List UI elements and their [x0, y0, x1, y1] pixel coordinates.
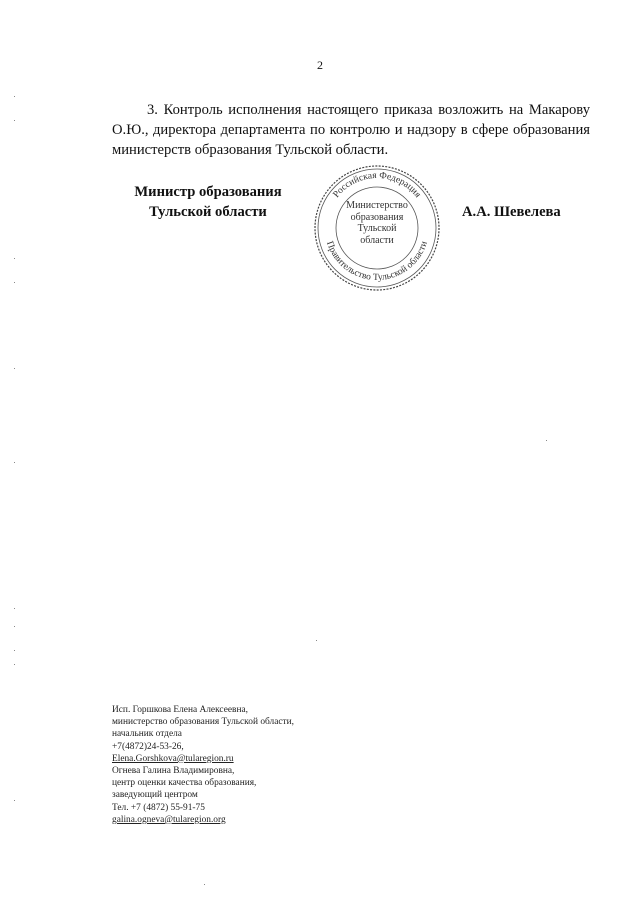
contact-line: Огнева Галина Владимировна,	[112, 766, 235, 777]
contact-line: центр оценки качества образования,	[112, 778, 257, 789]
scan-speck	[14, 120, 15, 121]
scan-speck	[14, 650, 15, 651]
stamp-center-line: Тульской	[357, 223, 397, 234]
contact-phone: Тел. +7 (4872) 55-91-75	[112, 802, 205, 813]
signer-name: А.А. Шевелева	[462, 204, 561, 220]
contact-phone: +7(4872)24-53-26,	[112, 741, 184, 752]
order-paragraph-3: 3. Контроль исполнения настоящего приказа возложить на Макарову О.Ю., директора департамента по контролю и надзору в сфере образования министерств образования Тульской области.	[112, 102, 590, 158]
contact-line: министерство образования Тульской области,	[112, 717, 294, 728]
official-stamp	[312, 163, 442, 293]
signer-title-line-2: Тульской области	[149, 204, 267, 220]
scan-speck	[14, 626, 15, 627]
signer-title	[128, 182, 288, 222]
scan-speck	[14, 800, 15, 801]
scan-speck	[546, 440, 547, 441]
scan-speck	[204, 884, 205, 885]
contact-email-link[interactable]: galina.ogneva@tularegion.org	[112, 814, 226, 825]
stamp-ring-top-text: Российская Федерация	[331, 170, 423, 200]
contact-email-link[interactable]: Elena.Gorshkova@tularegion.ru	[112, 753, 234, 764]
contact-line: Исп. Горшкова Елена Алексеевна,	[112, 705, 248, 715]
scan-speck	[14, 664, 15, 665]
signer-title-line-1: Министр образования	[134, 184, 282, 200]
stamp-center-line: области	[360, 234, 394, 246]
scan-speck	[14, 96, 15, 97]
scan-speck	[14, 368, 15, 369]
stamp-center-text	[335, 200, 419, 246]
scan-speck	[14, 608, 15, 609]
executor-contacts	[112, 704, 294, 826]
stamp-ring-bottom-text: Правительство Тульской области	[324, 240, 430, 284]
scan-speck	[316, 640, 317, 641]
scan-speck	[14, 258, 15, 259]
page-number: 2	[317, 58, 323, 72]
scan-speck	[14, 462, 15, 463]
contact-line: заведующий центром	[112, 790, 198, 801]
contact-line: начальник отдела	[112, 729, 182, 740]
scan-speck	[14, 282, 15, 283]
stamp-center-line: Министерство	[346, 200, 408, 211]
stamp-center-line: образования	[350, 211, 404, 223]
